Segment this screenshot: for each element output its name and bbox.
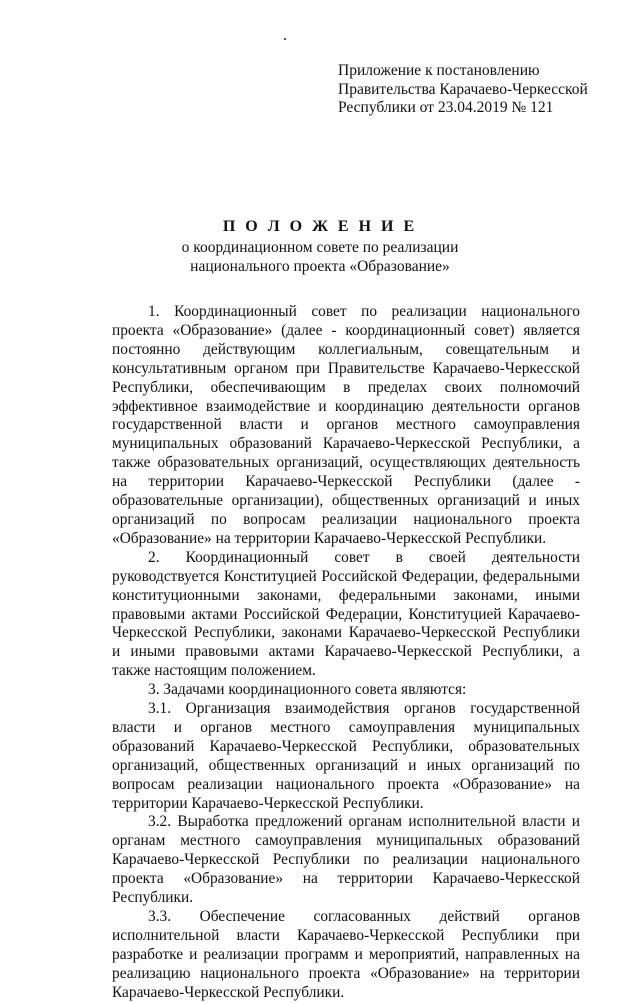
paragraph-2: 2. Координационный совет в своей деятельности руководствуется Конституцией Российской Федерации, федеральными конституционными законами, федеральными законами, иными правовыми актами Российской Федерации, Конституцией Карачаево-Черкесской Республики, законами Карачаево-Черкесской Республики и иными правовыми актами Карачаево-Черкесской Республики, а также настоящим положением. bbox=[112, 548, 580, 680]
scan-speck bbox=[284, 38, 286, 40]
approval-line: Республики от 23.04.2019 № 121 bbox=[338, 99, 554, 116]
document-subtitle-line: о координационном совете по реализации bbox=[181, 239, 459, 256]
paragraph-3-1: 3.1. Организация взаимодействия органов государственной власти и органов местного самоуправления муниципальных образований Карачаево-Черкесской Республики, образовательных организаций, общественных организаций и иных организаций по вопросам реализации национального проекта «Образование» на территории Карачаево-Черкесской Республики. bbox=[112, 700, 580, 812]
paragraph-1: 1. Координационный совет по реализации национального проекта «Образование» (далее - координационный совет) является постоянно действующим коллегиальным, совещательным и консультативным органом при Правительстве Карачаево-Черкесской Республики, обеспечивающим в пределах своих полномочий эффективное взаимодействие и координацию деятельности органов государственной власти и органов местного самоуправления муниципальных образований Карачаево-Черкесской Республики, а также образовательных организаций, осуществляющих деятельность на территории Карачаево-Черкесской Республики (далее - образовательные организации), общественных организаций и иных организаций по вопросам реализации национального проекта «Образование» на территории Карачаево-Черкесской Республики. bbox=[112, 303, 580, 547]
document-body bbox=[112, 303, 580, 1003]
paragraph-3-3: 3.3. Обеспечение согласованных действий органов исполнительной власти Карачаево-Черкесской Республики при разработке и реализации программ и мероприятий, направленных на реализацию национального проекта «Образование» на территории Карачаево-Черкесской Республики. bbox=[112, 908, 580, 1001]
paragraph-3-2: 3.2. Выработка предложений органам исполнительной власти и органам местного самоуправления муниципальных образований Карачаево-Черкесской Республики по реализации национального проекта «Образование» на территории Карачаево-Черкесской Республики. bbox=[112, 813, 580, 907]
document-subtitle-line: национального проекта «Образование» bbox=[190, 258, 450, 275]
document-title: П О Л О Ж Е Н И Е bbox=[222, 218, 418, 235]
approval-line: Приложение к постановлению bbox=[338, 62, 540, 79]
approval-note bbox=[338, 62, 628, 118]
paragraph-3: 3. Задачами координационного совета являются: bbox=[148, 681, 467, 699]
approval-line: Правительства Карачаево-Черкесской bbox=[338, 80, 588, 98]
